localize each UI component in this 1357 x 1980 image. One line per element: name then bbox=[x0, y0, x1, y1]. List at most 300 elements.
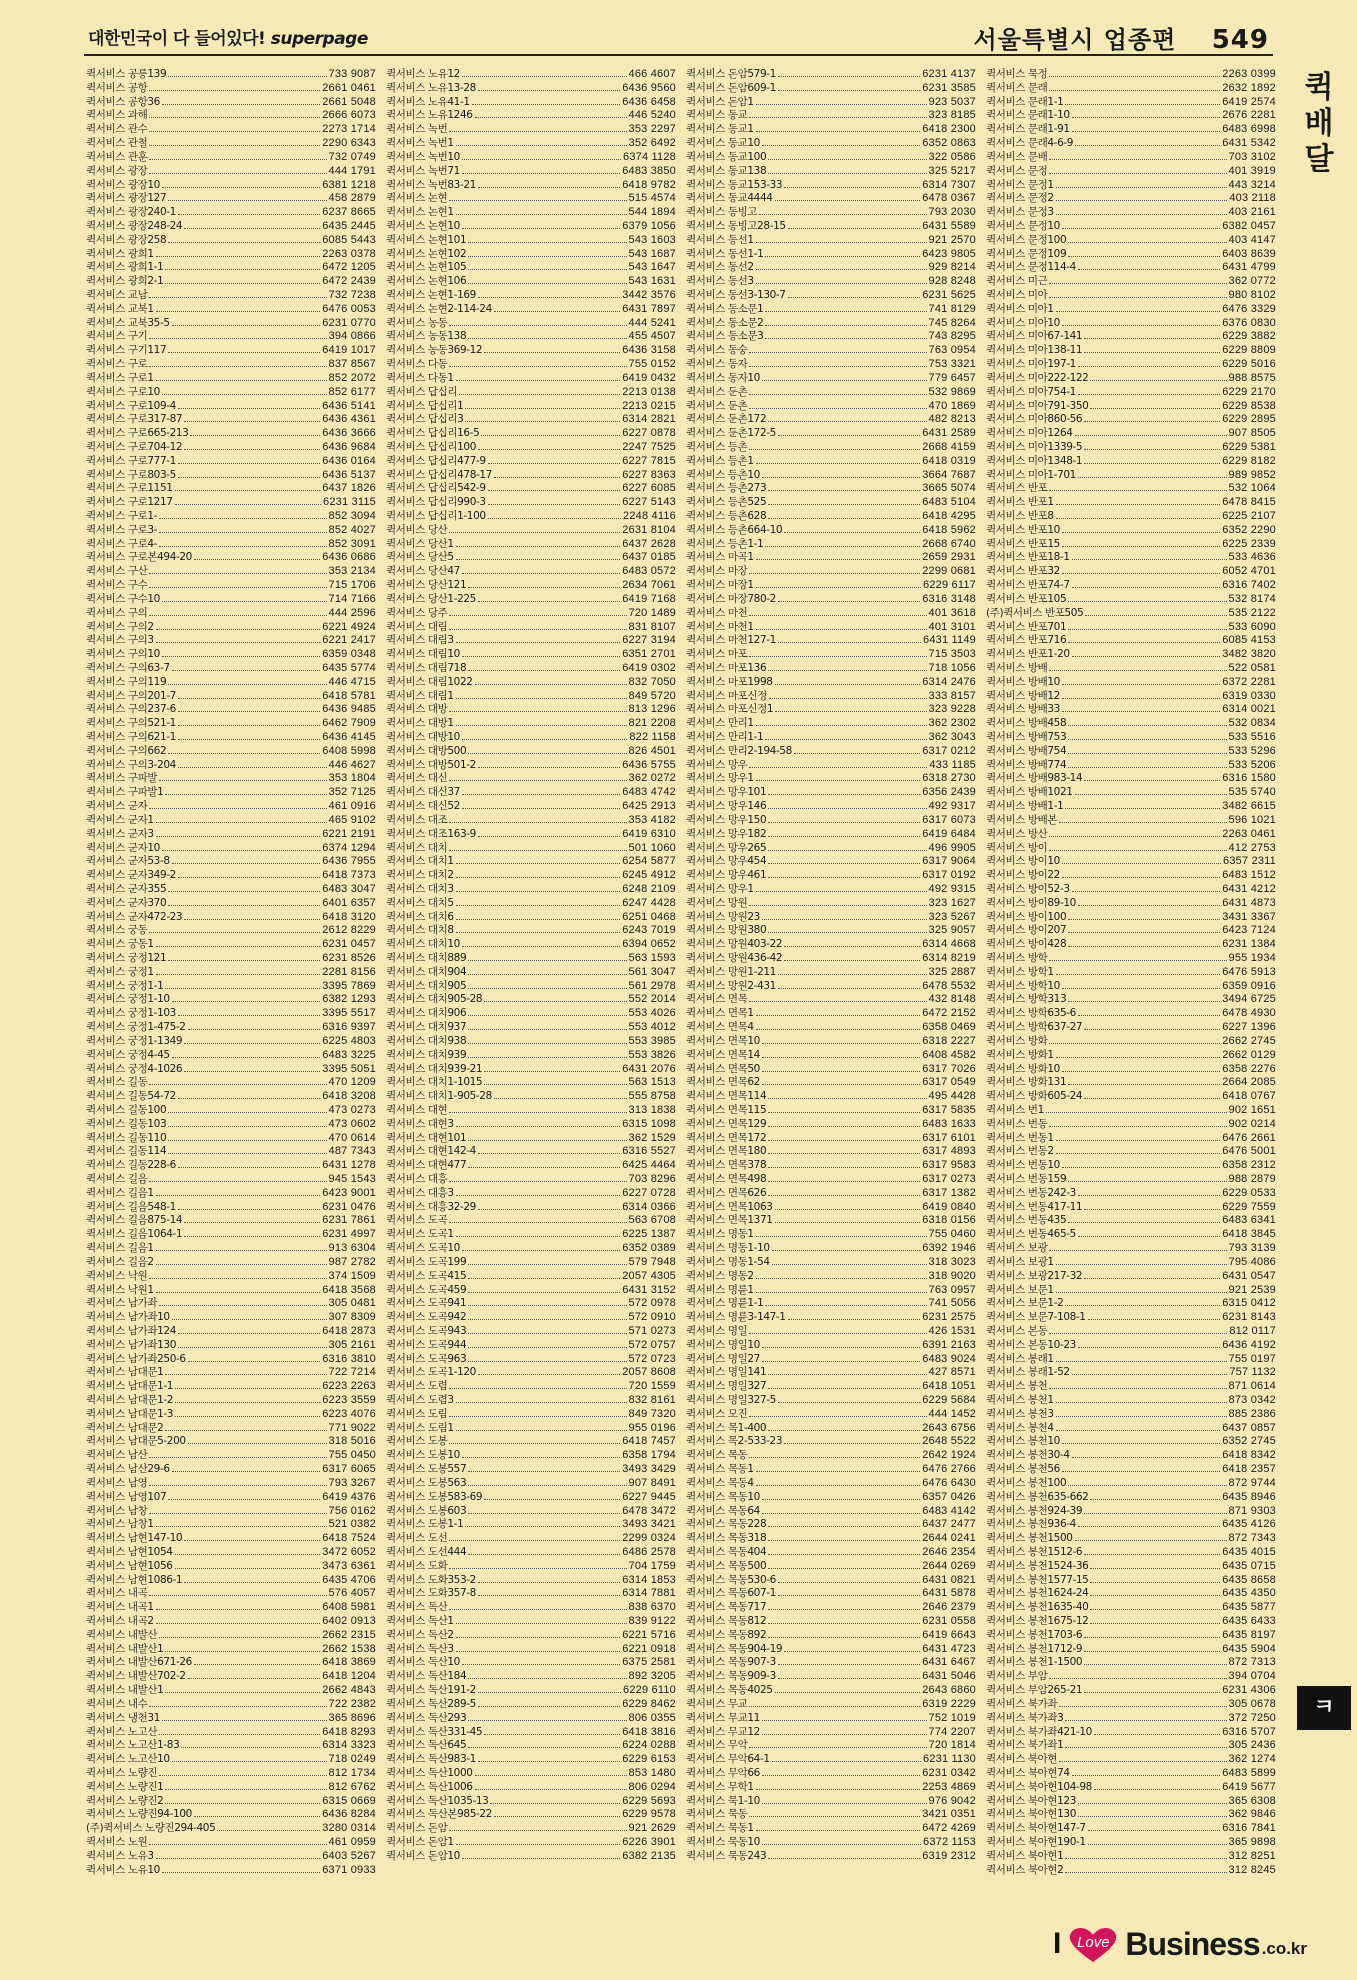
dot-leader bbox=[1078, 1186, 1220, 1196]
listing-row bbox=[86, 923, 376, 937]
listing-name: 퀵서비스 길동228-6 bbox=[86, 1159, 176, 1172]
dot-leader bbox=[1090, 399, 1220, 409]
listing-row bbox=[686, 951, 976, 965]
listing-name: 퀵서비스 대방501-2 bbox=[386, 758, 476, 771]
listing-name: 퀵서비스 번동2 bbox=[986, 1145, 1054, 1158]
listing-name: 퀵서비스 대치10 bbox=[386, 938, 460, 951]
listing-name: 퀵서비스 방이428 bbox=[986, 938, 1067, 951]
dot-leader bbox=[468, 1476, 626, 1486]
listing-row bbox=[686, 992, 976, 1006]
listing-row bbox=[86, 910, 376, 924]
listing-phone: 543 1631 bbox=[628, 275, 676, 288]
listing-row bbox=[86, 1586, 376, 1600]
listing-name: 퀵서비스 대치1-1015 bbox=[386, 1076, 483, 1089]
listing-row bbox=[86, 592, 376, 606]
listing-phone: 6247 4428 bbox=[622, 896, 676, 909]
listing-name: 퀵서비스 공릉139 bbox=[86, 68, 167, 80]
dot-leader bbox=[765, 302, 926, 312]
side-title-text: 퀵배달 bbox=[1304, 70, 1334, 177]
listing-name: 퀵서비스 독산645 bbox=[386, 1739, 467, 1752]
listing-row bbox=[686, 1462, 976, 1476]
listing-phone: 394 0866 bbox=[328, 330, 376, 343]
listing-row bbox=[386, 1821, 676, 1835]
listing-phone: 444 2596 bbox=[328, 606, 376, 619]
listing-phone: 6229 5381 bbox=[1222, 440, 1276, 453]
dot-leader bbox=[762, 468, 920, 478]
listing-name: 퀵서비스 목동1 bbox=[686, 1463, 754, 1476]
listing-phone: 6476 0053 bbox=[322, 302, 376, 315]
listing-row bbox=[386, 426, 676, 440]
listing-row bbox=[86, 1255, 376, 1269]
listing-name: 퀵서비스 궁정1 bbox=[86, 965, 154, 978]
listing-name: 퀵서비스 당산121 bbox=[386, 579, 467, 592]
dot-leader bbox=[149, 108, 320, 118]
listing-name: 퀵서비스 명동1-10 bbox=[686, 1242, 770, 1255]
listing-row bbox=[986, 1075, 1276, 1089]
dot-leader bbox=[184, 1034, 320, 1044]
listing-name: 퀵서비스 망우 bbox=[686, 758, 748, 771]
listing-phone: 720 1559 bbox=[628, 1380, 676, 1393]
dot-leader bbox=[156, 1614, 321, 1624]
dot-leader bbox=[1068, 910, 1220, 920]
listing-phone: 6227 0878 bbox=[622, 427, 676, 440]
listing-name: 퀵서비스 무교 bbox=[686, 1697, 748, 1710]
listing-name: 퀵서비스 궁정4-45 bbox=[86, 1048, 170, 1061]
listing-name: 퀵서비스 미아791-350 bbox=[986, 399, 1089, 412]
listing-phone: 3494 6725 bbox=[1222, 993, 1276, 1006]
listing-phone: 2290 6343 bbox=[322, 137, 376, 150]
dot-leader bbox=[768, 1421, 920, 1431]
dot-leader bbox=[765, 316, 926, 326]
listing-name: 퀵서비스 동선1 bbox=[686, 233, 754, 246]
listing-row bbox=[386, 288, 676, 302]
listing-phone: 312 8251 bbox=[1228, 1849, 1276, 1862]
listing-phone: 6352 2290 bbox=[1222, 523, 1276, 536]
listing-phone: 6418 5962 bbox=[922, 523, 976, 536]
listing-name: 퀵서비스 구의662 bbox=[86, 744, 167, 757]
listing-row bbox=[686, 979, 976, 993]
listing-phone: 458 2879 bbox=[328, 192, 376, 205]
listing-name: 퀵서비스 대치889 bbox=[386, 952, 467, 964]
listing-phone: 6317 0273 bbox=[922, 1173, 976, 1185]
dot-leader bbox=[768, 412, 926, 422]
listing-row bbox=[86, 357, 376, 371]
listing-row bbox=[386, 1766, 676, 1780]
dot-leader bbox=[749, 108, 926, 118]
listing-name: 퀵서비스 목동904-19 bbox=[686, 1642, 783, 1655]
listing-name: 퀵서비스 광희2-1 bbox=[86, 275, 164, 288]
listing-name: 퀵서비스 동교10 bbox=[686, 137, 760, 150]
listing-phone: 532 0834 bbox=[1228, 717, 1276, 730]
listing-phone: 487 7343 bbox=[328, 1145, 376, 1158]
listing-phone: 2248 4116 bbox=[623, 510, 676, 522]
listing-name: 퀵서비스 면목129 bbox=[686, 1117, 767, 1130]
listing-row bbox=[386, 274, 676, 288]
listing-row bbox=[86, 1669, 376, 1683]
listing-phone: 3395 5051 bbox=[322, 1062, 376, 1075]
listing-row bbox=[386, 1780, 676, 1794]
listing-name: 퀵서비스 농동138 bbox=[386, 330, 467, 343]
listing-name: 퀵서비스 방학1 bbox=[986, 965, 1054, 978]
listing-phone: 6379 1056 bbox=[622, 219, 676, 232]
listing-row bbox=[686, 1738, 976, 1752]
dot-leader bbox=[784, 937, 920, 947]
listing-phone: 6317 1382 bbox=[922, 1186, 976, 1199]
listing-row bbox=[686, 260, 976, 274]
listing-phone: 6418 0319 bbox=[922, 454, 976, 467]
listing-phone: 2661 0461 bbox=[322, 81, 376, 94]
dot-leader bbox=[149, 1269, 326, 1279]
listing-row bbox=[986, 1821, 1276, 1835]
listing-phone: 743 8295 bbox=[928, 330, 976, 343]
listing-name: 퀵서비스 방이22 bbox=[986, 869, 1060, 882]
dot-leader bbox=[184, 910, 320, 920]
dot-leader bbox=[1049, 150, 1226, 160]
listing-name: 퀵서비스 돈암609-1 bbox=[686, 81, 776, 94]
listing-phone: 2643 6756 bbox=[922, 1421, 976, 1434]
dot-leader bbox=[149, 288, 326, 298]
dot-leader bbox=[1065, 799, 1220, 809]
listing-row bbox=[986, 1310, 1276, 1324]
listing-name: 퀵서비스 궁정1-1349 bbox=[86, 1034, 183, 1047]
dot-leader bbox=[456, 716, 627, 726]
listing-row bbox=[86, 247, 376, 261]
dot-leader bbox=[184, 1213, 320, 1223]
dot-leader bbox=[162, 178, 320, 188]
dot-leader bbox=[1049, 481, 1226, 491]
listing-phone: 757 1132 bbox=[1229, 1366, 1276, 1379]
listing-name: 퀵서비스 보광217-32 bbox=[986, 1269, 1083, 1282]
listing-name: 퀵서비스 구로10 bbox=[86, 385, 160, 398]
listing-name: 퀵서비스 궁정1-475-2 bbox=[86, 1021, 186, 1034]
listing-phone: 2281 8156 bbox=[322, 965, 376, 978]
listing-row bbox=[386, 896, 676, 910]
listing-name: 퀵서비스 구로 bbox=[86, 358, 148, 371]
listing-name: 퀵서비스 노유1246 bbox=[386, 109, 473, 122]
listing-phone: 6227 6085 bbox=[622, 482, 676, 495]
listing-name: 퀵서비스 면목62 bbox=[686, 1076, 760, 1089]
listing-row bbox=[86, 1283, 376, 1297]
listing-row bbox=[986, 1296, 1276, 1310]
listing-phone: 6318 2227 bbox=[922, 1034, 976, 1047]
listing-name: 퀵서비스 둔촌172-5 bbox=[686, 427, 776, 440]
listing-phone: 6225 2339 bbox=[1222, 537, 1276, 550]
listing-row bbox=[686, 67, 976, 81]
dot-leader bbox=[749, 1407, 926, 1417]
index-tab[interactable]: ㅋ bbox=[1297, 1686, 1351, 1730]
listing-name: 퀵서비스 동소문3 bbox=[686, 330, 764, 343]
dot-leader bbox=[768, 799, 926, 809]
dot-leader bbox=[1056, 205, 1227, 215]
listing-name: 퀵서비스 독산 bbox=[386, 1601, 448, 1614]
listing-row bbox=[686, 191, 976, 205]
dot-leader bbox=[162, 385, 327, 395]
dot-leader bbox=[1065, 1738, 1226, 1748]
listing-phone: 552 2014 bbox=[628, 993, 676, 1006]
listing-name: 퀵서비스 방배본 bbox=[986, 813, 1058, 826]
listing-name: 퀵서비스 무학1 bbox=[686, 1780, 754, 1793]
listing-row bbox=[986, 730, 1276, 744]
logo-business: Business bbox=[1125, 1925, 1260, 1962]
header-rule bbox=[84, 54, 1273, 56]
listing-name: 퀵서비스 마장1 bbox=[686, 579, 754, 592]
listing-phone: 812 1734 bbox=[328, 1766, 376, 1779]
listing-name: 퀵서비스 노량진2 bbox=[86, 1794, 164, 1807]
dot-leader bbox=[772, 1752, 921, 1762]
dot-leader bbox=[1078, 357, 1220, 367]
listing-row bbox=[386, 1255, 676, 1269]
listing-row bbox=[686, 481, 976, 495]
listing-name: 퀵서비스 마천1 bbox=[686, 620, 754, 633]
listing-name: 퀵서비스 묵동243 bbox=[686, 1849, 767, 1862]
listing-row bbox=[686, 744, 976, 758]
listing-row bbox=[386, 191, 676, 205]
listing-row bbox=[686, 923, 976, 937]
listing-row bbox=[86, 108, 376, 122]
listing-phone: 6401 6357 bbox=[322, 896, 376, 909]
dot-leader bbox=[149, 357, 326, 367]
listing-phone: 988 2879 bbox=[1228, 1173, 1276, 1185]
listing-row bbox=[86, 371, 376, 385]
listing-row bbox=[686, 1006, 976, 1020]
listing-row bbox=[386, 260, 676, 274]
dot-leader bbox=[468, 1310, 626, 1320]
listing-name: 퀵서비스 면목1371 bbox=[686, 1214, 773, 1227]
listing-row bbox=[986, 329, 1276, 343]
dot-leader bbox=[756, 550, 921, 560]
listing-name: 퀵서비스 군자1 bbox=[86, 813, 154, 826]
listing-phone: 6483 4142 bbox=[922, 1504, 976, 1517]
listing-row bbox=[386, 108, 676, 122]
dot-leader bbox=[456, 1614, 627, 1624]
listing-name: 퀵서비스 문래1-91 bbox=[986, 123, 1070, 136]
dot-leader bbox=[756, 454, 921, 464]
listing-phone: 831 8107 bbox=[628, 620, 676, 633]
listing-row bbox=[386, 1338, 676, 1352]
listing-phone: 362 0272 bbox=[628, 772, 676, 785]
dot-leader bbox=[478, 440, 620, 450]
dot-leader bbox=[178, 1200, 320, 1210]
listing-name: 퀵서비스 묵정 bbox=[986, 68, 1048, 80]
listing-name: 퀵서비스 구로본494-20 bbox=[86, 551, 192, 564]
listing-phone: 362 1274 bbox=[1228, 1753, 1276, 1766]
listing-row bbox=[686, 1600, 976, 1614]
dot-leader bbox=[456, 854, 621, 864]
dot-leader bbox=[768, 1172, 920, 1182]
listing-phone: 6231 3585 bbox=[922, 81, 976, 94]
listing-phone: 2659 2931 bbox=[922, 551, 976, 564]
listing-row bbox=[86, 1241, 376, 1255]
listing-phone: 2642 1924 bbox=[922, 1449, 976, 1462]
listing-phone: 6483 1633 bbox=[922, 1117, 976, 1130]
dot-leader bbox=[456, 1186, 621, 1196]
listing-name: 퀵서비스 미아1348-1 bbox=[986, 454, 1083, 467]
listing-row bbox=[386, 357, 676, 371]
listing-name: 퀵서비스 노유13-28 bbox=[386, 81, 476, 94]
listing-row bbox=[986, 205, 1276, 219]
dot-leader bbox=[749, 647, 926, 657]
listing-name: 퀵서비스 동선3 bbox=[686, 275, 754, 288]
listing-row bbox=[86, 302, 376, 316]
listing-name: 퀵서비스 궁정4-1026 bbox=[86, 1062, 183, 1075]
listing-name: 퀵서비스 미아 bbox=[986, 289, 1048, 301]
listing-phone: 852 4027 bbox=[328, 523, 376, 536]
listing-phone: 394 0704 bbox=[1228, 1670, 1276, 1683]
listing-phone: 6229 2895 bbox=[1222, 413, 1276, 426]
listing-phone: 6358 0469 bbox=[922, 1021, 976, 1034]
listing-phone: 6381 1218 bbox=[322, 178, 376, 191]
listing-name: 퀵서비스 광희1 bbox=[86, 247, 154, 260]
listing-row bbox=[386, 1020, 676, 1034]
listing-phone: 6419 7168 bbox=[622, 592, 676, 605]
dot-leader bbox=[778, 81, 920, 91]
listing-row bbox=[86, 965, 376, 979]
listing-row bbox=[86, 730, 376, 744]
listing-phone: 323 9228 bbox=[928, 703, 976, 716]
listing-row bbox=[386, 343, 676, 357]
dot-leader bbox=[1084, 1089, 1220, 1099]
listing-row bbox=[986, 716, 1276, 730]
dot-leader bbox=[749, 896, 926, 906]
dot-leader bbox=[1068, 730, 1226, 740]
listing-row bbox=[386, 454, 676, 468]
listing-name: 퀵서비스 도곡1 bbox=[386, 1228, 454, 1241]
listing-name: 퀵서비스 방산 bbox=[986, 827, 1048, 840]
dot-leader bbox=[168, 951, 320, 961]
listing-phone: 6418 7457 bbox=[622, 1435, 676, 1448]
listing-phone: 362 0772 bbox=[1228, 275, 1276, 288]
listing-name: 퀵서비스 미아754-1 bbox=[986, 385, 1076, 398]
listing-name: 퀵서비스 명동1-54 bbox=[686, 1255, 770, 1268]
listing-row bbox=[86, 1227, 376, 1241]
listing-phone: 6431 4212 bbox=[1222, 882, 1276, 895]
listing-name: 퀵서비스 미아138-11 bbox=[986, 344, 1083, 357]
listing-name: 퀵서비스 등촌10 bbox=[686, 468, 760, 481]
dot-leader bbox=[765, 1296, 926, 1306]
dot-leader bbox=[756, 578, 921, 588]
listing-name: 퀵서비스 노량진94-100 bbox=[86, 1808, 192, 1821]
listing-phone: 6314 0366 bbox=[622, 1200, 676, 1213]
listing-name: 퀵서비스 내발산 bbox=[86, 1628, 158, 1641]
dot-leader bbox=[156, 371, 327, 381]
dot-leader bbox=[749, 385, 926, 395]
listing-name: 퀵서비스 방이207 bbox=[986, 924, 1067, 937]
listing-phone: 461 0959 bbox=[328, 1836, 376, 1848]
listing-name: 퀵서비스 남가좌 bbox=[86, 1297, 158, 1310]
dot-leader bbox=[1049, 1669, 1226, 1679]
listing-name: 퀵서비스 돈암10 bbox=[386, 1849, 460, 1862]
listing-phone: 533 5206 bbox=[1228, 758, 1276, 771]
dot-leader bbox=[1090, 1586, 1220, 1596]
listing-name: 퀵서비스 대림1 bbox=[386, 689, 454, 702]
listing-name: 퀵서비스 도봉603 bbox=[386, 1504, 467, 1517]
dot-leader bbox=[156, 302, 321, 312]
listing-row bbox=[86, 799, 376, 813]
listing-phone: 6351 2701 bbox=[622, 648, 676, 661]
listing-phone: 6317 4893 bbox=[922, 1145, 976, 1158]
listing-name: 퀵서비스 답십리1 bbox=[386, 399, 464, 412]
dot-leader bbox=[1062, 564, 1220, 574]
listing-row bbox=[686, 1614, 976, 1628]
listing-row bbox=[686, 1089, 976, 1103]
listing-name: 퀵서비스 대치 bbox=[386, 841, 448, 854]
listing-phone: 6436 3158 bbox=[622, 344, 676, 357]
listing-row bbox=[686, 661, 976, 675]
listing-name: 퀵서비스 북아현104-98 bbox=[986, 1780, 1092, 1793]
dot-leader bbox=[484, 1490, 620, 1500]
listing-row bbox=[986, 758, 1276, 772]
listing-row bbox=[686, 385, 976, 399]
dot-leader bbox=[768, 164, 926, 174]
listing-row bbox=[686, 1448, 976, 1462]
dot-leader bbox=[168, 191, 326, 201]
listing-row bbox=[686, 302, 976, 316]
listing-phone: 6231 0770 bbox=[322, 316, 376, 329]
dot-leader bbox=[778, 965, 927, 975]
listing-row bbox=[386, 523, 676, 537]
listing-phone: 492 9317 bbox=[928, 800, 976, 813]
listing-row bbox=[686, 1434, 976, 1448]
listing-phone: 6418 7373 bbox=[322, 869, 376, 882]
listing-row bbox=[686, 122, 976, 136]
listing-name: 퀵서비스 동선3-130-7 bbox=[686, 289, 786, 301]
dot-leader bbox=[468, 233, 626, 243]
listing-phone: 6223 3559 bbox=[322, 1394, 376, 1406]
listing-row bbox=[86, 771, 376, 785]
listing-row bbox=[386, 1283, 676, 1297]
listing-row bbox=[986, 1794, 1276, 1808]
dot-leader bbox=[449, 191, 626, 201]
listing-row bbox=[386, 1738, 676, 1752]
dot-leader bbox=[462, 164, 620, 174]
listing-row bbox=[86, 1075, 376, 1089]
listing-row bbox=[986, 1642, 1276, 1656]
listing-phone: 6435 5877 bbox=[1222, 1601, 1276, 1614]
listing-name: 퀵서비스 대치5 bbox=[386, 896, 454, 909]
listing-row bbox=[86, 1200, 376, 1214]
dot-leader bbox=[165, 1683, 320, 1693]
listing-phone: 6435 5774 bbox=[322, 661, 376, 674]
dot-leader bbox=[175, 1407, 320, 1417]
dot-leader bbox=[478, 827, 620, 837]
dot-leader bbox=[775, 191, 921, 201]
listing-row bbox=[686, 675, 976, 689]
listing-phone: 988 8575 bbox=[1228, 371, 1276, 384]
listing-phone: 2662 4843 bbox=[322, 1684, 376, 1697]
listing-row bbox=[986, 1614, 1276, 1628]
dot-leader bbox=[172, 316, 321, 326]
listing-row bbox=[386, 1559, 676, 1573]
listing-phone: 6436 4192 bbox=[1222, 1338, 1276, 1351]
listing-row bbox=[686, 316, 976, 330]
listing-row bbox=[686, 1794, 976, 1808]
listing-name: 퀵서비스 보문1 bbox=[986, 1283, 1054, 1296]
listing-name: 퀵서비스 마포136 bbox=[686, 661, 767, 674]
dot-leader bbox=[478, 592, 620, 602]
listing-row bbox=[386, 882, 676, 896]
listing-phone: 3395 7869 bbox=[322, 979, 376, 992]
dot-leader bbox=[1084, 329, 1220, 339]
dot-leader bbox=[1062, 675, 1220, 685]
listing-phone: 6423 7124 bbox=[1222, 924, 1276, 937]
dot-leader bbox=[159, 1628, 320, 1638]
listing-phone: 6317 5835 bbox=[922, 1103, 976, 1116]
listing-phone: 6476 3329 bbox=[1222, 302, 1276, 315]
dot-leader bbox=[468, 260, 626, 270]
dot-leader bbox=[749, 606, 926, 616]
listing-phone: 6314 4668 bbox=[922, 938, 976, 951]
listing-row bbox=[986, 1752, 1276, 1766]
